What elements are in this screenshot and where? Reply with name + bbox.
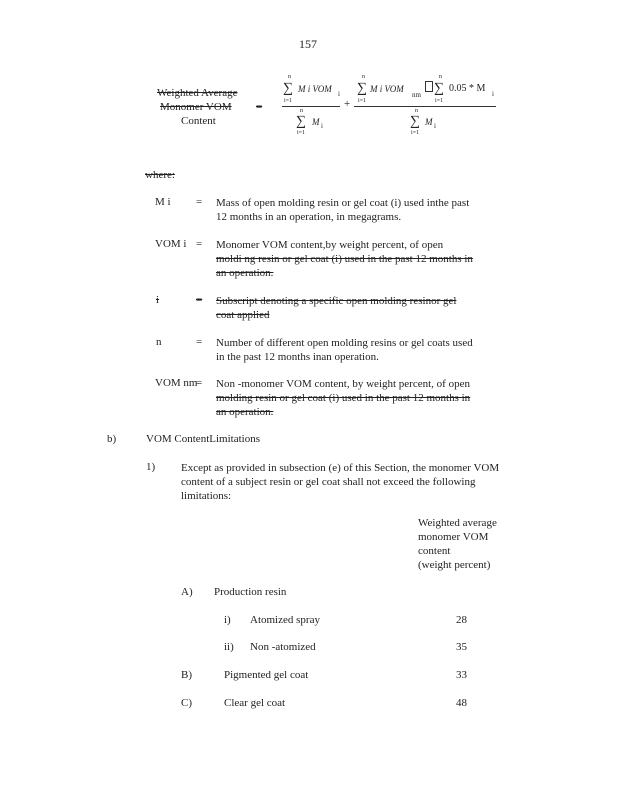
def-equals: = (196, 336, 203, 348)
sum2-symbol: ∑ (357, 81, 367, 96)
limit-row-label: i) (224, 614, 231, 626)
def-symbol-n: n (156, 336, 162, 348)
limit-column-header (418, 516, 497, 572)
def-line: Monomer VOM content,by weight percent, of open (216, 239, 444, 251)
limit-row-label: C) (181, 697, 192, 709)
limit-row-label: ii) (224, 641, 234, 653)
item-1-label: 1) (146, 461, 156, 473)
def-text-i (216, 294, 501, 322)
def-text-vomi (216, 238, 501, 280)
sum1-symbol: ∑ (283, 81, 293, 96)
num2-tail: 0.05 * M (449, 83, 486, 94)
def-symbol-vomi: VOM i (155, 238, 187, 250)
def-text-mi (216, 196, 501, 224)
limit-row-name: Pigmented gel coat (224, 669, 309, 681)
def-line: 12 months in an operation, in megagrams. (216, 211, 402, 223)
column-header-line: content (418, 545, 451, 557)
num2-box-left-icon (425, 81, 433, 94)
def-line: Mass of open molding resin or gel coat (i) used inthe past (216, 197, 470, 209)
def-line-struck: Subscript denoting a specific open molding resinor gel (216, 295, 457, 307)
section-b-title: VOM ContentLimitations (146, 433, 260, 445)
def-line-struck: coat applied (216, 309, 270, 321)
def-symbol-mi: M i (155, 196, 171, 208)
def-symbol-i: i (156, 294, 160, 306)
def-line: Number of different open molding resins or gel coats used (216, 337, 473, 349)
def-text-vomnm (216, 377, 501, 419)
num2-sub: nm (412, 91, 421, 99)
limit-row-value: 33 (456, 669, 467, 681)
def-equals: = (196, 238, 203, 250)
den1-sub: i (321, 122, 323, 130)
fraction1-bar (282, 106, 340, 107)
num1-term: M i VOM (298, 84, 332, 94)
limit-row-label: B) (181, 669, 192, 681)
den1-lower: i=1 (297, 130, 306, 136)
limit-a-title: Production resin (214, 586, 287, 598)
column-header-line: (weight percent) (418, 559, 491, 571)
fraction2-bar (354, 106, 496, 107)
limit-row-name: Atomized spray (250, 614, 320, 626)
formula-lhs-line3: Content (181, 115, 216, 127)
item-1-line: Except as provided in subsection (e) of this Section, the monomer VOM (181, 462, 500, 474)
limit-row-value: 48 (456, 697, 467, 709)
den2-upper: n (415, 108, 418, 114)
column-header-line: monomer VOM (418, 531, 489, 543)
formula-lhs-line1: Weighted Average (157, 87, 238, 99)
sum3-lower: i=1 (435, 98, 444, 104)
num1-sub: i (338, 90, 340, 98)
limit-row-value: 28 (456, 614, 467, 626)
def-equals: = (196, 377, 203, 389)
den2-lower: i=1 (411, 130, 420, 136)
column-header-line: Weighted average (418, 517, 497, 529)
where-label: where: (145, 169, 175, 181)
limit-row-name: Clear gel coat (224, 697, 286, 709)
den1-term: M (312, 117, 320, 127)
def-line-struck: an operation. (216, 267, 274, 279)
den1-upper: n (300, 108, 303, 114)
sum3-upper: n (439, 74, 442, 80)
def-line-struck: an operation. (216, 406, 274, 418)
section-b-label: b) (107, 433, 117, 445)
limit-row-value: 35 (456, 641, 467, 653)
def-equals: = (196, 294, 203, 306)
den2-sum-symbol: ∑ (410, 114, 420, 129)
def-line-struck: moldi ng resin or gel coat (i) used in the past 12 months in (216, 253, 473, 265)
sum2-upper: n (362, 74, 365, 80)
limit-a-label: A) (181, 586, 193, 598)
item-1-line: content of a subject resin or gel coat shall not exceed the following (181, 476, 476, 488)
def-equals: = (196, 196, 203, 208)
page-number: 157 (299, 37, 317, 51)
num2-term: M i VOM (370, 84, 404, 94)
den1-sum-symbol: ∑ (296, 114, 306, 129)
def-line: in the past 12 months inan operation. (216, 351, 379, 363)
sum1-upper: n (288, 74, 291, 80)
def-text-n (216, 336, 501, 364)
num2-tail-sub: i (492, 90, 494, 98)
formula-lhs-line2: Monomer VOM (160, 101, 232, 113)
limit-row-name: Non -atomized (250, 641, 316, 653)
item-1-line: limitations: (181, 490, 232, 502)
sum2-lower: i=1 (358, 98, 367, 104)
item-1-text (181, 461, 499, 503)
sum3-symbol: ∑ (434, 81, 444, 96)
sum1-lower: i=1 (284, 98, 293, 104)
formula-plus: + (344, 98, 351, 110)
def-line-struck: molding resin or gel coat (i) used in the past 12 months in (216, 392, 471, 404)
def-symbol-vomnm: VOM nm (155, 377, 198, 389)
den2-term: M (425, 117, 433, 127)
formula-equals: = (256, 101, 263, 113)
def-line: Non -monomer VOM content, by weight percent, of open (216, 378, 470, 390)
den2-sub: i (434, 122, 436, 130)
